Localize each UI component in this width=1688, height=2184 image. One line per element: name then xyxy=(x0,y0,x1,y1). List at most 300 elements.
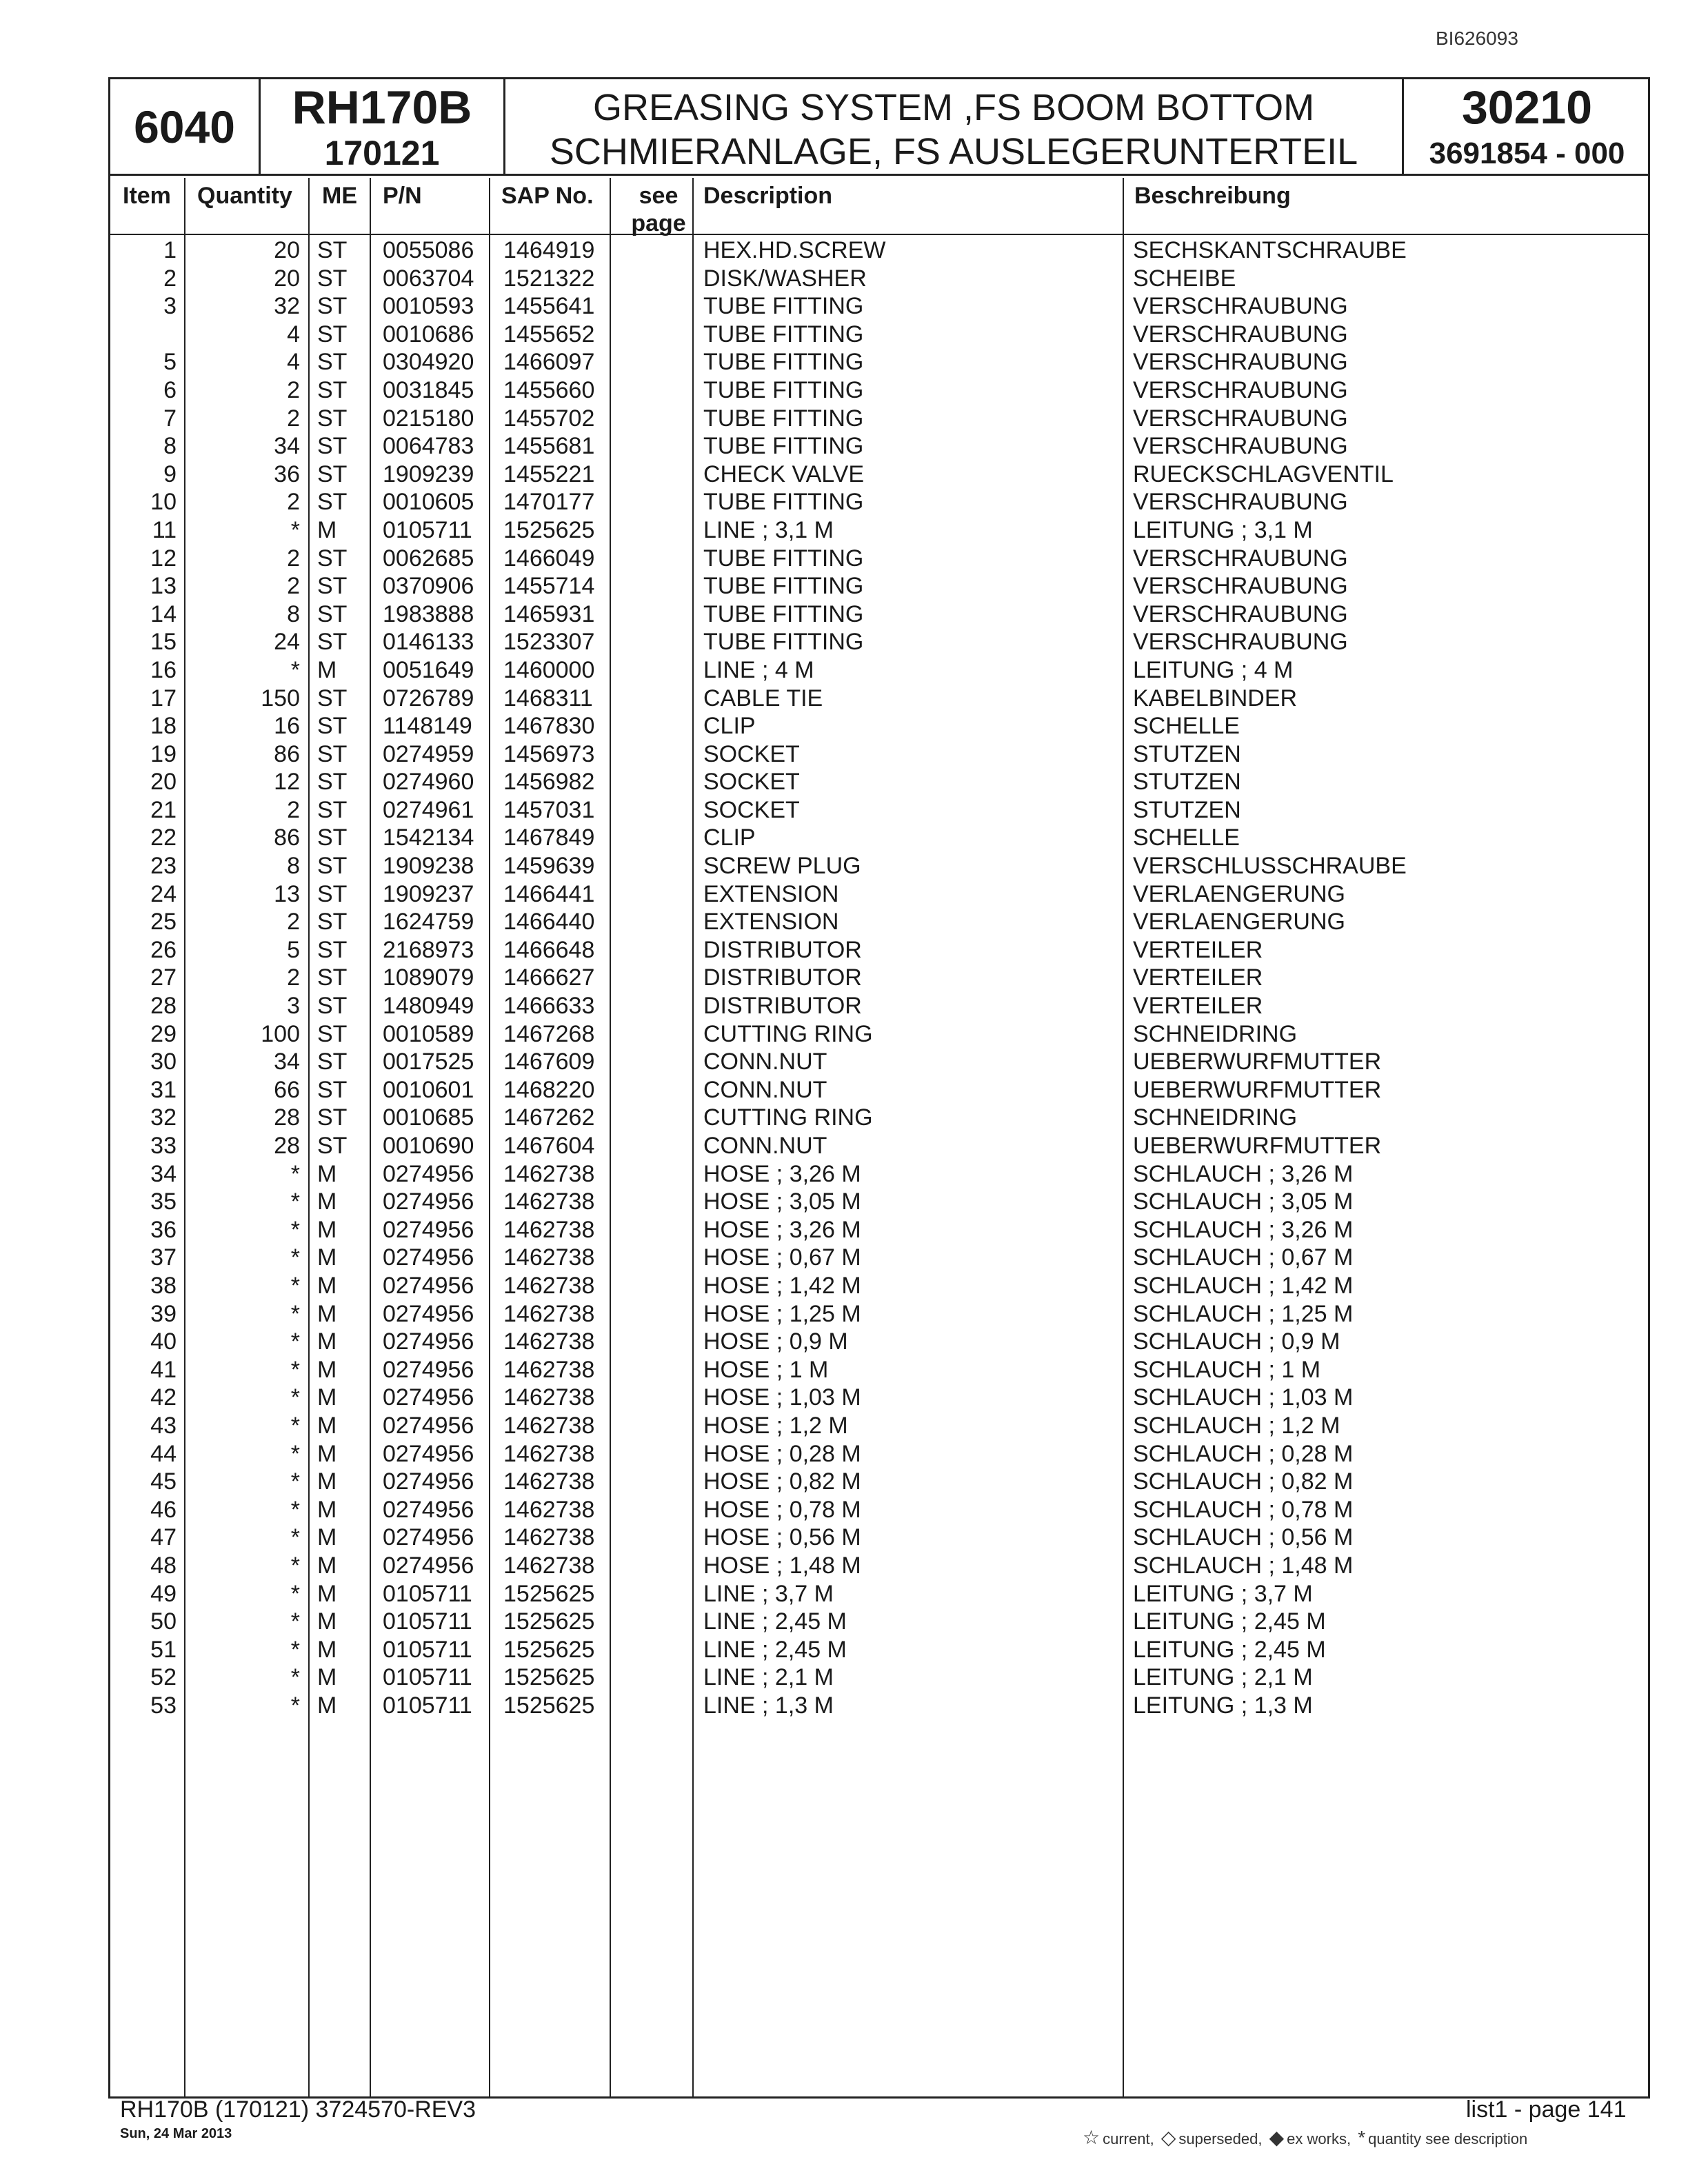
cell-me: ST xyxy=(317,1076,348,1103)
cell-description: HEX.HD.SCREW xyxy=(703,237,886,263)
serial-number: 170121 xyxy=(324,134,440,172)
cell-me: ST xyxy=(317,796,348,823)
cell-sap: 1525625 xyxy=(503,516,595,543)
cell-description: LINE ; 1,3 M xyxy=(703,1692,834,1719)
cell-beschreibung: VERSCHRAUBUNG xyxy=(1133,376,1348,403)
cell-sap: 1462738 xyxy=(503,1468,595,1495)
cell-quantity: * xyxy=(290,1412,300,1439)
cell-pn: 0274961 xyxy=(383,796,474,823)
cell-quantity: 24 xyxy=(274,629,300,656)
cell-quantity: * xyxy=(290,1272,300,1299)
cell-description: HOSE ; 1,48 M xyxy=(703,1552,861,1579)
cell-description: TUBE FITTING xyxy=(703,629,864,656)
cell-description: CONN.NUT xyxy=(703,1133,827,1159)
cell-sap: 1455681 xyxy=(503,433,595,460)
cell-me: ST xyxy=(317,405,348,432)
cell-description: TUBE FITTING xyxy=(703,545,864,572)
cell-item: 25 xyxy=(150,909,177,936)
table-row xyxy=(110,1020,1648,1049)
cell-item: 48 xyxy=(150,1552,177,1579)
cell-pn: 0010601 xyxy=(383,1076,474,1103)
cell-item: 26 xyxy=(150,936,177,963)
parts-table-body xyxy=(110,236,1648,1719)
col-item: Item xyxy=(123,183,171,209)
cell-pn: 0274956 xyxy=(383,1496,474,1523)
cell-me: ST xyxy=(317,265,348,292)
cell-quantity: 8 xyxy=(287,600,300,627)
table-row xyxy=(110,461,1648,489)
cell-pn: 1909237 xyxy=(383,880,474,907)
cell-beschreibung: SCHLAUCH ; 0,28 M xyxy=(1133,1440,1354,1467)
table-row xyxy=(110,1328,1648,1356)
table-row xyxy=(110,1664,1648,1692)
cell-sap: 1455702 xyxy=(503,405,595,432)
table-row xyxy=(110,1132,1648,1160)
cell-beschreibung: VERSCHRAUBUNG xyxy=(1133,545,1348,572)
cell-pn: 0105711 xyxy=(383,1580,472,1607)
cell-beschreibung: VERTEILER xyxy=(1133,964,1263,991)
cell-beschreibung: SCHLAUCH ; 1,48 M xyxy=(1133,1552,1354,1579)
cell-item: 30 xyxy=(150,1049,177,1075)
cell-sap: 1462738 xyxy=(503,1384,595,1411)
table-row xyxy=(110,1692,1648,1720)
cell-sap: 1521322 xyxy=(503,265,595,292)
table-row xyxy=(110,1468,1648,1496)
cell-pn: 0274956 xyxy=(383,1468,474,1495)
col-sap: SAP No. xyxy=(501,183,594,209)
table-row xyxy=(110,1272,1648,1300)
table-row xyxy=(110,1580,1648,1608)
cell-me: ST xyxy=(317,1104,348,1131)
cell-quantity: 28 xyxy=(274,1133,300,1159)
cell-item: 45 xyxy=(150,1468,177,1495)
cell-sap: 1459639 xyxy=(503,853,595,880)
cell-beschreibung: RUECKSCHLAGVENTIL xyxy=(1133,461,1394,487)
cell-me: M xyxy=(317,656,337,683)
cell-me: ST xyxy=(317,489,348,516)
cell-item: 36 xyxy=(150,1216,177,1243)
cell-me: M xyxy=(317,1412,337,1439)
drawing-block xyxy=(1404,79,1650,174)
col-beschreibung: Beschreibung xyxy=(1134,183,1291,209)
cell-sap: 1525625 xyxy=(503,1580,595,1607)
cell-item: 53 xyxy=(150,1692,177,1719)
table-row xyxy=(110,1496,1648,1524)
table-row xyxy=(110,656,1648,685)
cell-beschreibung: LEITUNG ; 3,7 M xyxy=(1133,1580,1313,1607)
cell-item: 43 xyxy=(150,1412,177,1439)
cell-quantity: 2 xyxy=(287,796,300,823)
cell-me: M xyxy=(317,1636,337,1663)
cell-quantity: 100 xyxy=(261,1020,300,1047)
cell-quantity: 34 xyxy=(274,433,300,460)
cell-pn: 0105711 xyxy=(383,1608,472,1635)
cell-description: CLIP xyxy=(703,825,756,851)
cell-quantity: 86 xyxy=(274,740,300,767)
cell-me: M xyxy=(317,1524,337,1551)
cell-item: 1 xyxy=(163,237,177,263)
cell-item: 37 xyxy=(150,1244,177,1271)
cell-me: M xyxy=(317,1580,337,1607)
cell-description: SOCKET xyxy=(703,796,800,823)
table-row xyxy=(110,376,1648,405)
cell-description: EXTENSION xyxy=(703,880,839,907)
cell-pn: 0010685 xyxy=(383,1104,474,1131)
diamond-outline-icon: ◇ xyxy=(1160,2127,1176,2148)
cell-item: 29 xyxy=(150,1020,177,1047)
cell-beschreibung: VERTEILER xyxy=(1133,993,1263,1020)
cell-item: 22 xyxy=(150,825,177,851)
cell-quantity: 20 xyxy=(274,265,300,292)
cell-item: 21 xyxy=(150,796,177,823)
cell-beschreibung: VERSCHRAUBUNG xyxy=(1133,489,1348,516)
cell-pn: 0274956 xyxy=(383,1356,474,1383)
cell-description: HOSE ; 0,28 M xyxy=(703,1440,861,1467)
cell-quantity: * xyxy=(290,1216,300,1243)
cell-pn: 2168973 xyxy=(383,936,474,963)
table-row xyxy=(110,572,1648,600)
cell-item: 20 xyxy=(150,769,177,796)
model-name: RH170B xyxy=(292,81,472,134)
cell-me: ST xyxy=(317,993,348,1020)
cell-sap: 1462738 xyxy=(503,1189,595,1215)
cell-sap: 1455714 xyxy=(503,573,595,600)
table-row xyxy=(110,516,1648,545)
cell-sap: 1462738 xyxy=(503,1216,595,1243)
cell-pn: 0274956 xyxy=(383,1384,474,1411)
cell-me: ST xyxy=(317,237,348,263)
cell-item: 31 xyxy=(150,1076,177,1103)
cell-beschreibung: LEITUNG ; 3,1 M xyxy=(1133,516,1313,543)
table-row xyxy=(110,265,1648,293)
cell-description: HOSE ; 3,26 M xyxy=(703,1160,861,1187)
cell-sap: 1470177 xyxy=(503,489,595,516)
cell-item: 42 xyxy=(150,1384,177,1411)
table-row xyxy=(110,1244,1648,1272)
cell-sap: 1462738 xyxy=(503,1552,595,1579)
cell-quantity: * xyxy=(290,1356,300,1383)
cell-quantity: * xyxy=(290,1440,300,1467)
cell-beschreibung: SCHELLE xyxy=(1133,825,1240,851)
cell-sap: 1466049 xyxy=(503,545,595,572)
document-id: BI626093 xyxy=(1436,28,1518,49)
cell-pn: 0274956 xyxy=(383,1328,474,1355)
cell-description: DISTRIBUTOR xyxy=(703,964,862,991)
cell-description: CONN.NUT xyxy=(703,1049,827,1075)
table-row xyxy=(110,628,1648,656)
cell-beschreibung: SCHLAUCH ; 3,26 M xyxy=(1133,1216,1354,1243)
cell-sap: 1525625 xyxy=(503,1664,595,1691)
cell-description: HOSE ; 1,25 M xyxy=(703,1300,861,1327)
cell-sap: 1466648 xyxy=(503,936,595,963)
cell-me: ST xyxy=(317,880,348,907)
cell-pn: 1148149 xyxy=(383,713,472,740)
table-row xyxy=(110,880,1648,909)
cell-item: 15 xyxy=(150,629,177,656)
cell-sap: 1462738 xyxy=(503,1272,595,1299)
cell-item: 23 xyxy=(150,853,177,880)
cell-beschreibung: SCHLAUCH ; 1,2 M xyxy=(1133,1412,1340,1439)
cell-sap: 1462738 xyxy=(503,1496,595,1523)
cell-quantity: * xyxy=(290,1608,300,1635)
star-outline-icon: ☆ xyxy=(1083,2127,1101,2148)
cell-pn: 0010690 xyxy=(383,1133,474,1159)
title-german: SCHMIERANLAGE, FS AUSLEGERUNTERTEIL xyxy=(549,131,1358,172)
cell-me: ST xyxy=(317,1020,348,1047)
cell-beschreibung: VERSCHRAUBUNG xyxy=(1133,629,1348,656)
table-row xyxy=(110,685,1648,713)
cell-me: M xyxy=(317,1244,337,1271)
legend-current: current, xyxy=(1103,2130,1154,2147)
table-row xyxy=(110,1188,1648,1216)
cell-quantity: 12 xyxy=(274,769,300,796)
cell-description: LINE ; 2,1 M xyxy=(703,1664,834,1691)
cell-quantity: 4 xyxy=(287,349,300,376)
cell-me: M xyxy=(317,1216,337,1243)
cell-pn: 0274956 xyxy=(383,1300,474,1327)
title-block xyxy=(505,79,1402,174)
cell-quantity: 32 xyxy=(274,293,300,320)
cell-me: M xyxy=(317,1608,337,1635)
cell-description: HOSE ; 3,05 M xyxy=(703,1189,861,1215)
cell-pn: 1909238 xyxy=(383,853,474,880)
cell-pn: 0370906 xyxy=(383,573,474,600)
header-band xyxy=(110,79,1648,176)
cell-quantity: * xyxy=(290,1189,300,1215)
cell-quantity: 2 xyxy=(287,545,300,572)
cell-beschreibung: SCHLAUCH ; 0,82 M xyxy=(1133,1468,1354,1495)
cell-beschreibung: SECHSKANTSCHRAUBE xyxy=(1133,237,1407,263)
cell-item: 17 xyxy=(150,685,177,711)
cell-beschreibung: VERTEILER xyxy=(1133,936,1263,963)
table-row xyxy=(110,1076,1648,1104)
cell-item: 10 xyxy=(150,489,177,516)
cell-me: ST xyxy=(317,600,348,627)
table-row xyxy=(110,236,1648,265)
cell-me: ST xyxy=(317,740,348,767)
cell-pn: 0274956 xyxy=(383,1272,474,1299)
cell-quantity: * xyxy=(290,1244,300,1271)
cell-beschreibung: SCHNEIDRING xyxy=(1133,1104,1298,1131)
cell-quantity: 86 xyxy=(274,825,300,851)
cell-me: ST xyxy=(317,909,348,936)
table-row xyxy=(110,545,1648,573)
cell-sap: 1462738 xyxy=(503,1524,595,1551)
cell-beschreibung: SCHLAUCH ; 3,05 M xyxy=(1133,1189,1354,1215)
cell-description: LINE ; 2,45 M xyxy=(703,1636,847,1663)
cell-description: TUBE FITTING xyxy=(703,293,864,320)
cell-quantity: * xyxy=(290,1664,300,1691)
cell-me: M xyxy=(317,1160,337,1187)
cell-item: 12 xyxy=(150,545,177,572)
cell-item: 7 xyxy=(163,405,177,432)
cell-sap: 1462738 xyxy=(503,1244,595,1271)
cell-pn: 1983888 xyxy=(383,600,474,627)
cell-me: M xyxy=(317,1496,337,1523)
cell-description: LINE ; 3,1 M xyxy=(703,516,834,543)
cell-item: 32 xyxy=(150,1104,177,1131)
cell-description: DISTRIBUTOR xyxy=(703,936,862,963)
cell-beschreibung: SCHEIBE xyxy=(1133,265,1236,292)
cell-item: 24 xyxy=(150,880,177,907)
cell-pn: 0215180 xyxy=(383,405,474,432)
cell-description: TUBE FITTING xyxy=(703,489,864,516)
table-row xyxy=(110,824,1648,852)
cell-sap: 1462738 xyxy=(503,1356,595,1383)
cell-me: ST xyxy=(317,1049,348,1075)
cell-sap: 1456982 xyxy=(503,769,595,796)
cell-beschreibung: STUTZEN xyxy=(1133,769,1241,796)
cell-description: TUBE FITTING xyxy=(703,405,864,432)
cell-description: CUTTING RING xyxy=(703,1104,873,1131)
cell-description: SOCKET xyxy=(703,769,800,796)
cell-me: ST xyxy=(317,853,348,880)
cell-quantity: * xyxy=(290,1580,300,1607)
cell-beschreibung: KABELBINDER xyxy=(1133,685,1298,711)
cell-description: HOSE ; 1,03 M xyxy=(703,1384,861,1411)
column-headers xyxy=(110,178,1648,235)
cell-sap: 1525625 xyxy=(503,1636,595,1663)
cell-sap: 1466441 xyxy=(503,880,595,907)
cell-sap: 1457031 xyxy=(503,796,595,823)
cell-pn: 0105711 xyxy=(383,1636,472,1663)
cell-me: M xyxy=(317,1664,337,1691)
table-row xyxy=(110,1440,1648,1468)
cell-beschreibung: LEITUNG ; 2,45 M xyxy=(1133,1608,1326,1635)
table-row xyxy=(110,852,1648,880)
cell-sap: 1523307 xyxy=(503,629,595,656)
cell-sap: 1467830 xyxy=(503,713,595,740)
cell-pn: 1089079 xyxy=(383,964,474,991)
cell-description: EXTENSION xyxy=(703,909,839,936)
cell-description: CABLE TIE xyxy=(703,685,823,711)
cell-pn: 0010605 xyxy=(383,489,474,516)
cell-quantity: 28 xyxy=(274,1104,300,1131)
cell-item: 50 xyxy=(150,1608,177,1635)
table-row xyxy=(110,1048,1648,1076)
table-row xyxy=(110,432,1648,461)
table-row xyxy=(110,1636,1648,1664)
cell-beschreibung: SCHNEIDRING xyxy=(1133,1020,1298,1047)
table-row xyxy=(110,348,1648,376)
table-row xyxy=(110,405,1648,433)
cell-item: 11 xyxy=(152,516,177,543)
cell-quantity: * xyxy=(290,1384,300,1411)
cell-beschreibung: VERSCHLUSSCHRAUBE xyxy=(1133,853,1407,880)
cell-sap: 1462738 xyxy=(503,1160,595,1187)
cell-beschreibung: SCHLAUCH ; 1,03 M xyxy=(1133,1384,1354,1411)
table-row xyxy=(110,712,1648,740)
cell-item: 19 xyxy=(150,740,177,767)
cell-beschreibung: VERSCHRAUBUNG xyxy=(1133,433,1348,460)
cell-pn: 1542134 xyxy=(383,825,474,851)
table-row xyxy=(110,292,1648,321)
cell-item: 18 xyxy=(150,713,177,740)
cell-beschreibung: LEITUNG ; 1,3 M xyxy=(1133,1692,1313,1719)
legend xyxy=(1080,2126,1527,2149)
cell-me: ST xyxy=(317,461,348,487)
cell-pn: 0062685 xyxy=(383,545,474,572)
cell-description: TUBE FITTING xyxy=(703,349,864,376)
cell-me: M xyxy=(317,1272,337,1299)
cell-item: 40 xyxy=(150,1328,177,1355)
cell-pn: 0010686 xyxy=(383,321,474,347)
cell-beschreibung: STUTZEN xyxy=(1133,740,1241,767)
cell-sap: 1466097 xyxy=(503,349,595,376)
cell-description: DISTRIBUTOR xyxy=(703,993,862,1020)
cell-me: ST xyxy=(317,685,348,711)
cell-me: M xyxy=(317,1356,337,1383)
cell-beschreibung: SCHLAUCH ; 1,42 M xyxy=(1133,1272,1354,1299)
legend-superseded: superseded, xyxy=(1178,2130,1263,2147)
part-reference: 3691854 - 000 xyxy=(1429,136,1625,170)
cell-pn: 1624759 xyxy=(383,909,474,936)
col-description: Description xyxy=(703,183,833,209)
cell-quantity: 5 xyxy=(287,936,300,963)
cell-quantity: * xyxy=(290,1496,300,1523)
cell-sap: 1467262 xyxy=(503,1104,595,1131)
cell-me: ST xyxy=(317,1133,348,1159)
cell-description: HOSE ; 1,2 M xyxy=(703,1412,848,1439)
cell-sap: 1455652 xyxy=(503,321,595,347)
cell-quantity: * xyxy=(290,1328,300,1355)
cell-sap: 1455221 xyxy=(503,461,595,487)
cell-item: 9 xyxy=(163,461,177,487)
cell-description: HOSE ; 0,78 M xyxy=(703,1496,861,1523)
cell-beschreibung: VERLAENGERUNG xyxy=(1133,880,1345,907)
cell-beschreibung: LEITUNG ; 2,45 M xyxy=(1133,1636,1326,1663)
cell-quantity: 150 xyxy=(261,685,300,711)
cell-description: TUBE FITTING xyxy=(703,573,864,600)
cell-quantity: * xyxy=(290,1552,300,1579)
cell-me: M xyxy=(317,1552,337,1579)
cell-me: ST xyxy=(317,349,348,376)
cell-pn: 0274956 xyxy=(383,1189,474,1215)
cell-beschreibung: UEBERWURFMUTTER xyxy=(1133,1133,1382,1159)
title-english: GREASING SYSTEM ,FS BOOM BOTTOM xyxy=(592,87,1315,128)
cell-quantity: * xyxy=(290,1524,300,1551)
page-number: list1 - page 141 xyxy=(1466,2096,1627,2123)
cell-description: CUTTING RING xyxy=(703,1020,873,1047)
cell-quantity: * xyxy=(290,1300,300,1327)
cell-beschreibung: STUTZEN xyxy=(1133,796,1241,823)
cell-item: 35 xyxy=(150,1189,177,1215)
cell-beschreibung: VERSCHRAUBUNG xyxy=(1133,405,1348,432)
cell-description: CONN.NUT xyxy=(703,1076,827,1103)
cell-description: TUBE FITTING xyxy=(703,321,864,347)
cell-quantity: 3 xyxy=(287,993,300,1020)
cell-pn: 0010593 xyxy=(383,293,474,320)
table-row xyxy=(110,796,1648,825)
cell-beschreibung: SCHLAUCH ; 3,26 M xyxy=(1133,1160,1354,1187)
table-row xyxy=(110,740,1648,769)
cell-item: 38 xyxy=(150,1272,177,1299)
cell-description: LINE ; 3,7 M xyxy=(703,1580,834,1607)
cell-me: M xyxy=(317,1300,337,1327)
cell-beschreibung: SCHLAUCH ; 0,67 M xyxy=(1133,1244,1354,1271)
cell-sap: 1467609 xyxy=(503,1049,595,1075)
cell-sap: 1460000 xyxy=(503,656,595,683)
cell-sap: 1466627 xyxy=(503,964,595,991)
cell-sap: 1466633 xyxy=(503,993,595,1020)
cell-item: 33 xyxy=(150,1133,177,1159)
cell-sap: 1525625 xyxy=(503,1608,595,1635)
cell-quantity: 13 xyxy=(274,880,300,907)
cell-beschreibung: UEBERWURFMUTTER xyxy=(1133,1049,1382,1075)
parts-list-frame xyxy=(108,77,1650,2099)
cell-pn: 0726789 xyxy=(383,685,474,711)
cell-pn: 0055086 xyxy=(383,237,474,263)
